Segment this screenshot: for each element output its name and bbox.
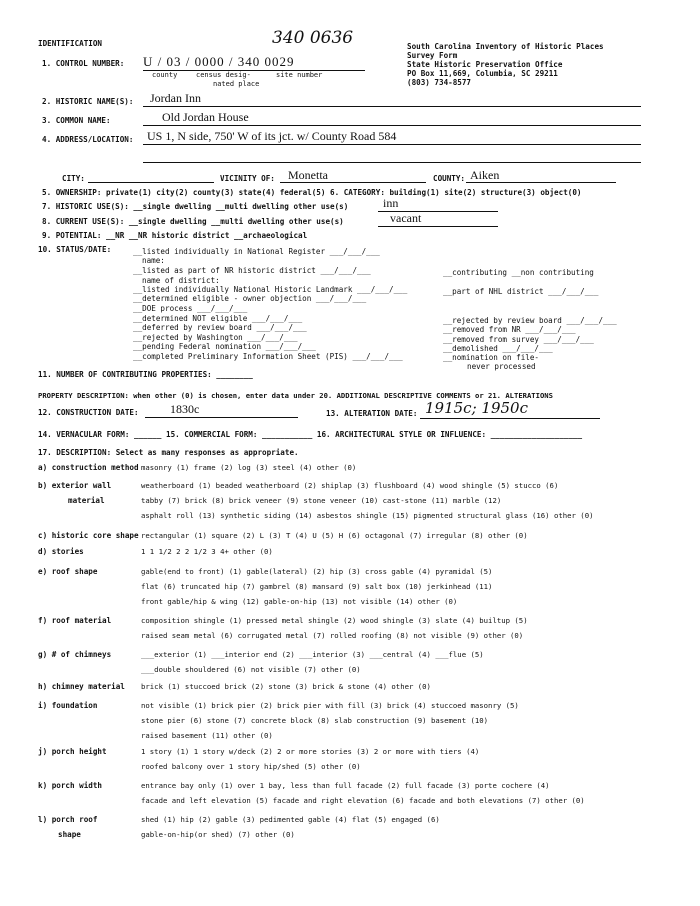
county-value: Aiken bbox=[470, 168, 500, 182]
address-line-2 bbox=[143, 162, 641, 163]
desc-options-10-0: entrance bay only (1) over 1 bay, less than full facade (2) full facade (3) porte cochere (4) bbox=[141, 781, 550, 790]
status-deferred: __deferred by review board ___/___/___ bbox=[133, 323, 307, 332]
desc-label-8: i) foundation bbox=[38, 701, 98, 710]
status-listed-nr: __listed individually in National Register ___/___/___ bbox=[133, 247, 380, 256]
forms-style-line: 14. VERNACULAR FORM: ______ 15. COMMERCIAL FORM: ___________ 16. ARCHITECTURAL STYLE OR INFLUENCE: ____________________ bbox=[38, 430, 583, 439]
status-rejected-washington: __rejected by Washington ___/___/___ bbox=[133, 333, 298, 342]
city-line bbox=[88, 182, 214, 183]
status-never-processed: never processed bbox=[467, 362, 536, 371]
address-line-1 bbox=[143, 144, 641, 145]
desc-label-3: d) stories bbox=[38, 547, 84, 556]
status-removed-nr: __removed from NR ___/___/___ bbox=[443, 325, 576, 334]
status-nr-district: __listed as part of NR historic district ___/___/___ bbox=[133, 266, 371, 275]
ownership-category-line: 5. OWNERSHIP: private(1) city(2) county(3) state(4) federal(5) 6. CATEGORY: building(1) site(2) structure(3) object(0) bbox=[42, 188, 582, 197]
desc-options-1-2: asphalt roll (13) synthetic siding (14) asbestos shingle (15) pigmented structural glass (16) other (0) bbox=[141, 511, 594, 520]
construction-date-label: 12. CONSTRUCTION DATE: bbox=[38, 408, 139, 417]
desc-options-11-0: shed (1) hip (2) gable (3) pedimented gable (4) flat (5) engaged (6) bbox=[141, 815, 440, 824]
potential-line: 9. POTENTIAL: __NR __NR historic district __archaeological bbox=[42, 231, 308, 240]
desc-label-0: a) construction method bbox=[38, 463, 139, 472]
desc-options-8-2: raised basement (11) other (0) bbox=[141, 731, 273, 740]
desc-options-7-0: brick (1) stuccoed brick (2) stone (3) brick & stone (4) other (0) bbox=[141, 682, 431, 691]
status-label: 10. STATUS/DATE: bbox=[38, 245, 112, 254]
status-pis: __completed Preliminary Information Sheet (PIS) ___/___/___ bbox=[133, 352, 403, 361]
desc-options-0-0: masonry (1) frame (2) log (3) steel (4) other (0) bbox=[141, 463, 357, 472]
county-label: COUNTY: bbox=[433, 174, 466, 183]
desc-options-9-0: 1 story (1) 1 story w/deck (2) 2 or more stories (3) 2 or more with tiers (4) bbox=[141, 747, 480, 756]
control-sub-census: census desig- bbox=[196, 71, 251, 79]
common-name-label: 3. COMMON NAME: bbox=[42, 116, 111, 125]
control-sub-county: county bbox=[152, 71, 178, 79]
desc-label2-11: shape bbox=[58, 830, 81, 839]
control-sub-site: site number bbox=[276, 71, 323, 79]
desc-options-1-1: tabby (7) brick (8) brick veneer (9) stone veneer (10) cast-stone (11) marble (12) bbox=[141, 496, 502, 505]
desc-options-4-0: gable(end to front) (1) gable(lateral) (2) hip (3) cross gable (4) pyramidal (5) bbox=[141, 567, 493, 576]
vicinity-line bbox=[280, 182, 426, 183]
desc-label-4: e) roof shape bbox=[38, 567, 98, 576]
county-line bbox=[466, 182, 616, 183]
desc-label-10: k) porch width bbox=[38, 781, 103, 790]
status-removed-survey: __removed from survey ___/___/___ bbox=[443, 335, 594, 344]
desc-options-4-1: flat (6) truncated hip (7) gambrel (8) mansard (9) salt box (10) jerkinhead (11) bbox=[141, 582, 493, 591]
desc-label-2: c) historic core shape bbox=[38, 531, 139, 540]
contributing-properties: 11. NUMBER OF CONTRIBUTING PROPERTIES: ________ bbox=[38, 370, 253, 379]
status-owner-objection: __determined eligible - owner objection ___/___/___ bbox=[133, 294, 367, 303]
address-value: US 1, N side, 750' W of its jct. w/ County Road 584 bbox=[147, 129, 397, 143]
desc-options-11-1: gable-on-hip(or shed) (7) other (0) bbox=[141, 830, 295, 839]
historic-use-value: inn bbox=[383, 196, 399, 210]
current-use-value: vacant bbox=[390, 211, 422, 225]
office-line-5: (803) 734-8577 bbox=[407, 78, 472, 87]
office-line-2: Survey Form bbox=[407, 51, 458, 60]
historic-name-label: 2. HISTORIC NAME(S): bbox=[42, 97, 134, 106]
desc-label-7: h) chimney material bbox=[38, 682, 125, 691]
desc-label-9: j) porch height bbox=[38, 747, 107, 756]
desc-options-5-0: composition shingle (1) pressed metal shingle (2) wood shingle (3) slate (4) builtup (5) bbox=[141, 616, 528, 625]
construction-date-value: 1830c bbox=[170, 402, 200, 416]
status-rejected-board: __rejected by review board ___/___/___ bbox=[443, 316, 617, 325]
status-demolished: __demolished ___/___/___ bbox=[443, 344, 553, 353]
status-nhl-district: __part of NHL district ___/___/___ bbox=[443, 287, 599, 296]
alteration-date-line bbox=[420, 418, 600, 419]
status-not-eligible: __determined NOT eligible ___/___/___ bbox=[133, 314, 303, 323]
desc-options-8-0: not visible (1) brick pier (2) brick pier with fill (3) brick (4) stuccoed masonry (5) bbox=[141, 701, 519, 710]
historic-name-value: Jordan Inn bbox=[150, 91, 201, 105]
desc-options-8-1: stone pier (6) stone (7) concrete block (8) slab construction (9) basement (10) bbox=[141, 716, 489, 725]
status-district-name: name of district: bbox=[142, 276, 220, 285]
control-number-value: U / 03 / 0000 / 340 0029 bbox=[143, 54, 295, 69]
desc-options-9-1: roofed balcony over 1 story hip/shed (5) other (0) bbox=[141, 762, 361, 771]
handwritten-number: 340 0636 bbox=[272, 28, 354, 48]
desc-label-5: f) roof material bbox=[38, 616, 112, 625]
control-sub-census-2: nated place bbox=[213, 80, 260, 88]
desc-label-6: g) # of chimneys bbox=[38, 650, 112, 659]
status-pending-federal: __pending Federal nomination ___/___/___ bbox=[133, 342, 316, 351]
desc-options-6-1: ___double shouldered (6) not visible (7) other (0) bbox=[141, 665, 361, 674]
address-label: 4. ADDRESS/LOCATION: bbox=[42, 135, 134, 144]
common-name-line bbox=[143, 125, 641, 126]
status-doe: __DOE process ___/___/___ bbox=[133, 304, 248, 313]
desc-options-5-1: raised seam metal (6) corrugated metal (7) rolled roofing (8) not visible (9) other (0) bbox=[141, 631, 524, 640]
desc-options-4-2: front gable/hip & wing (12) gable-on-hip (13) not visible (14) other (0) bbox=[141, 597, 458, 606]
status-nomination-file: __nomination on file- bbox=[443, 353, 540, 362]
office-line-4: PO Box 11,669, Columbia, SC 29211 bbox=[407, 69, 558, 78]
vicinity-label: VICINITY OF: bbox=[220, 174, 275, 183]
current-use-line: 8. CURRENT USE(S): __single dwelling __multi dwelling other use(s) bbox=[42, 217, 344, 226]
historic-use-line: 7. HISTORIC USE(S): __single dwelling __multi dwelling other use(s) bbox=[42, 202, 349, 211]
office-line-3: State Historic Preservation Office bbox=[407, 60, 563, 69]
desc-options-2-0: rectangular (1) square (2) L (3) T (4) U (5) H (6) octagonal (7) irregular (8) other (0) bbox=[141, 531, 528, 540]
current-use-rule bbox=[378, 226, 498, 227]
alteration-date-label: 13. ALTERATION DATE: bbox=[326, 409, 418, 418]
alteration-date-value: 1915c; 1950c bbox=[425, 399, 528, 417]
office-line-1: South Carolina Inventory of Historic Places bbox=[407, 42, 604, 51]
common-name-value: Old Jordan House bbox=[162, 110, 249, 124]
desc-options-6-0: ___exterior (1) ___interior end (2) ___interior (3) ___central (4) ___flue (5) bbox=[141, 650, 484, 659]
desc-label-1: b) exterior wall bbox=[38, 481, 112, 490]
city-label: CITY: bbox=[62, 174, 85, 183]
identification-heading: IDENTIFICATION bbox=[38, 39, 103, 48]
desc-options-1-0: weatherboard (1) beaded weatherboard (2) shiplap (3) flushboard (4) wood shingle (5) stucco (6) bbox=[141, 481, 559, 490]
historic-name-line bbox=[143, 106, 641, 107]
status-nhl: __listed individually National Historic Landmark ___/___/___ bbox=[133, 285, 408, 294]
control-number-label: 1. CONTROL NUMBER: bbox=[42, 59, 125, 68]
status-name: name: bbox=[142, 256, 165, 265]
desc-label2-1: material bbox=[68, 496, 105, 505]
property-description: PROPERTY DESCRIPTION: when other (0) is chosen, enter data under 20. ADDITIONAL DESCRIPTIVE COMMENTS or 21. ALTERATIONS bbox=[38, 391, 553, 400]
vicinity-value: Monetta bbox=[288, 168, 328, 182]
description-heading: 17. DESCRIPTION: Select as many responses as appropriate. bbox=[38, 448, 299, 457]
desc-label-11: l) porch roof bbox=[38, 815, 98, 824]
desc-options-10-1: facade and left elevation (5) facade and right elevation (6) facade and both elevations (7) other (0) bbox=[141, 796, 585, 805]
construction-date-line bbox=[145, 417, 298, 418]
desc-options-3-0: 1 1 1/2 2 2 1/2 3 4+ other (0) bbox=[141, 547, 273, 556]
status-contributing: __contributing __non contributing bbox=[443, 268, 594, 277]
